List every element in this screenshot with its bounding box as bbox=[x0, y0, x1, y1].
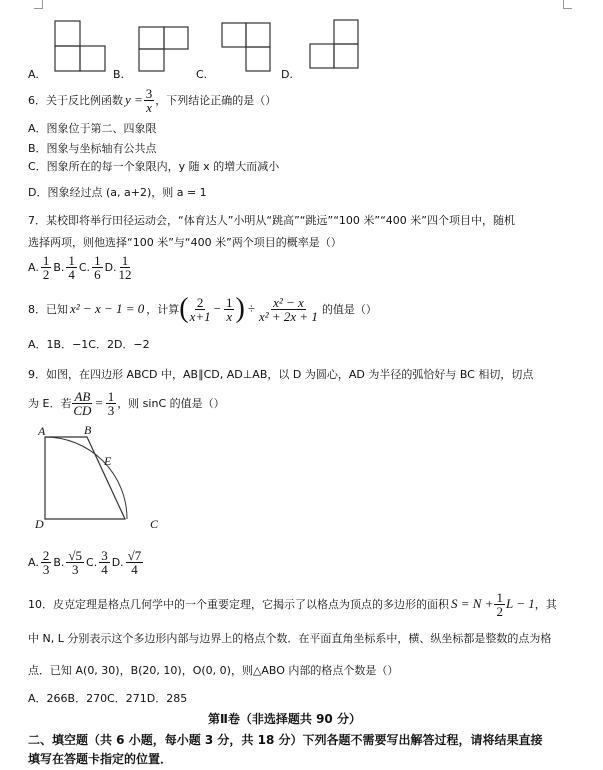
q5-figures bbox=[0, 0, 603, 90]
q10-line-1: 10．皮克定理是格点几何学中的一个重要定理，它揭示了以格点为顶点的多边形的面积 S = N + $\frac{1}{2}$ L − 1 ，其 bbox=[28, 589, 557, 619]
q8-fraction-2: $\frac{1}{x}$ bbox=[225, 294, 233, 324]
section-heading-line-1: 二、填空题（共 6 小题，每小题 3 分，共 18 分）下列各题不需要写出解答过程，请将结果直接 bbox=[28, 733, 543, 747]
q8-equation: x² − x − 1 = 0 bbox=[70, 301, 145, 316]
q8-fraction-3: $\frac{\text{x² − x}}{\text{x² + 2x + 1}}$ bbox=[258, 294, 318, 324]
q8-fraction-1: $\frac{2}{x+1}$ bbox=[189, 294, 211, 324]
q9-option-d: D. $\frac{√7}{4}$ bbox=[111, 547, 142, 577]
part2-title: 第Ⅱ卷（非选择题共 90 分） bbox=[208, 712, 361, 726]
q5-option-d: D. bbox=[281, 68, 293, 81]
q5-option-a: A. bbox=[28, 68, 39, 81]
q9-arc bbox=[45, 437, 127, 519]
q5-option-c: C. bbox=[196, 68, 208, 81]
q5-figure-a bbox=[55, 21, 105, 71]
q6-stem: 6．关于反比例函数 y = $\frac{3}{x}$ ，下列结论正确的是（） bbox=[28, 85, 277, 115]
q7-line-2: 选择两项，则他选择“100 米”与“400 米”两个项目的概率是（） bbox=[28, 236, 342, 249]
q10-options: A．266B．270C．271D．285 bbox=[28, 692, 188, 705]
q5-option-b: B. bbox=[113, 68, 125, 81]
q6-option-a: A．图象位于第二、四象限 bbox=[28, 122, 157, 135]
q6-option-b: B．图象与坐标轴有公共点 bbox=[28, 142, 157, 155]
q9-option-c: C. $\frac{3}{4}$ bbox=[86, 547, 108, 577]
q5-figure-d bbox=[310, 20, 358, 68]
q9-options bbox=[28, 546, 145, 578]
q7-option-d: D. $\frac{1}{12}$ bbox=[104, 252, 132, 282]
q6-function-fraction: $\frac{3}{x}$ bbox=[145, 85, 153, 115]
q7-option-c: C. $\frac{1}{6}$ bbox=[78, 252, 101, 282]
q10-line-3: 点．已知 A(0, 30)，B(20, 10)，O(0, 0)，则△ABO 内部的格点个数是（） bbox=[28, 664, 399, 677]
q10-half-fraction: $\frac{1}{2}$ bbox=[496, 589, 503, 619]
q9-label-c: C bbox=[150, 517, 159, 531]
q6-stem-suffix: ，下列结论正确的是（） bbox=[155, 94, 277, 107]
q7-line-1: 7．某校即将举行田径运动会，“体育达人”小明从“跳高”“跳远”“100 米”“400 米”四个项目中，随机 bbox=[28, 214, 515, 227]
q9-label-a: A bbox=[38, 424, 46, 438]
q5-figure-c bbox=[222, 23, 270, 71]
q6-option-c: C．图象所在的每一个象限内，y 随 x 的增大而减小 bbox=[28, 160, 280, 173]
q5-figure-b bbox=[139, 27, 188, 71]
q9-ratio-value: $\frac{1}{3}$ bbox=[107, 388, 115, 418]
q8-stem: 8．已知 x² − x − 1 = 0 ，计算 ( $\frac{2}{x+1}$ − $\frac{1}{x}$ ) ÷ $\frac{\text{x² − x}}{\text{x² + 2x + 1}}$ 的值是（） bbox=[28, 293, 377, 324]
section-heading-line-2: 填写在答题卡指定的位置． bbox=[28, 752, 173, 766]
q9-ratio: $\frac{AB}{CD}$ bbox=[73, 388, 92, 418]
q9-option-b: B. $\frac{√5}{3}$ bbox=[53, 547, 83, 577]
q10-line-2: 中 N, L 分别表示这个多边形内部与边界上的格点个数．在平面直角坐标系中，横、纵坐标都是整数的点为格 bbox=[28, 632, 552, 645]
q7-option-a: A. $\frac{1}{2}$ bbox=[28, 252, 50, 282]
q9-line-1: 9．如图，在四边形 ABCD 中，AB∥CD, AD⊥AB，以 D 为圆心，AD 为半径的弧恰好与 BC 相切，切点 bbox=[28, 368, 534, 381]
q9-label-e: E bbox=[104, 454, 112, 468]
q9-quadrilateral bbox=[45, 437, 125, 519]
q6-stem-prefix: 6．关于反比例函数 bbox=[28, 94, 123, 107]
q9-option-a: A. $\frac{2}{3}$ bbox=[28, 547, 50, 577]
q7-options bbox=[28, 253, 134, 281]
q6-option-d: D．图象经过点 (a, a+2)，则 a = 1 bbox=[28, 186, 207, 199]
q7-option-b: B. $\frac{1}{4}$ bbox=[53, 252, 75, 282]
q9-line-2: 为 E．若 $\frac{AB}{CD}$ = $\frac{1}{3}$ ，则 sinC 的值是（） bbox=[28, 388, 225, 418]
q8-options: A．1B．−1C．2D．−2 bbox=[28, 338, 150, 351]
q9-label-b: B bbox=[84, 423, 92, 437]
q9-label-d: D bbox=[35, 517, 44, 531]
q9-figure bbox=[30, 420, 170, 535]
